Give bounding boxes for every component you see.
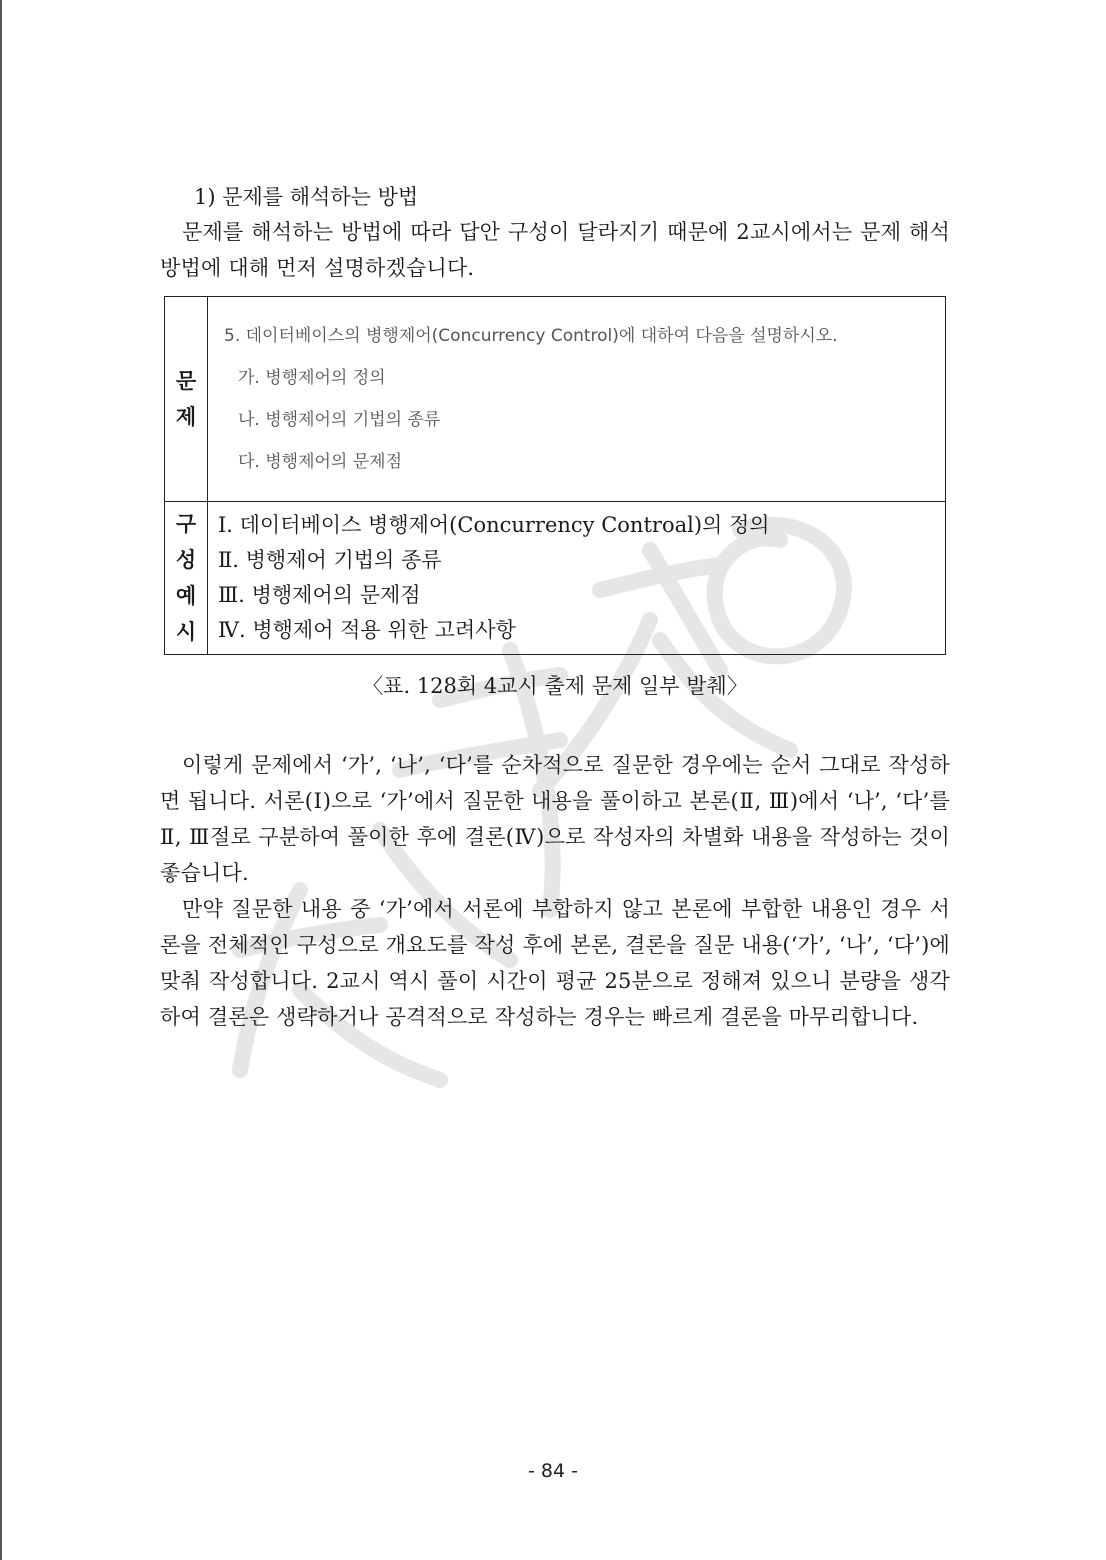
page-content [160,180,950,1035]
page-edge-line [0,0,2,1560]
answer-outline-item: Ⅱ. 병행제어 기법의 종류 [218,548,442,572]
body-paragraph: 만약 질문한 내용 중 ‘가’에서 서론에 부합하지 않고 본론에 부합한 내용인 경우 서론을 전체적인 구성으로 개요도를 작성 후에 본론, 결론을 질문 내용(‘가’, ‘나’, ‘다’)에 맞춰 작성합니다. 2교시 역시 풀이 시간이 평균 25분으로 정해져 있으니 분량을 생각하여 결론은 생략하거나 공격적으로 작성하는 경우는 빠르게 결론을 마무리합니다. [160,897,950,1029]
body-paragraph: 이렇게 문제에서 ‘가’, ‘나’, ‘다’를 순차적으로 질문한 경우에는 순서 그대로 작성하면 됩니다. 서론(Ⅰ)으로 ‘가’에서 질문한 내용을 풀이하고 본론(Ⅱ, Ⅲ)에서 ‘나’, ‘다’를 Ⅱ, Ⅲ절로 구분하여 풀이한 후에 결론(Ⅳ)으로 작성자의 차별화 내용을 작성하는 것이 좋습니다. [160,753,950,885]
answer-label-char: 성 [175,548,197,572]
question-row [165,297,946,502]
answer-content-cell [208,502,946,655]
answer-row [165,502,946,655]
answer-label-char: 시 [175,620,197,644]
question-label-char: 문 [175,369,197,393]
question-item: 나. 병행제어의 기법의 종류 [238,410,441,430]
answer-outline-item: Ⅳ. 병행제어 적용 위한 고려사항 [218,618,516,642]
question-item: 다. 병행제어의 문제점 [238,452,403,472]
answer-label-char: 구 [175,512,197,536]
answer-outline-item: Ⅲ. 병행제어의 문제점 [218,583,421,607]
question-label-char: 제 [175,405,197,429]
section-heading: 1) 문제를 해석하는 방법 [194,185,419,209]
question-item: 가. 병행제어의 정의 [238,368,386,388]
question-label-cell [165,297,208,502]
question-content-cell [208,297,946,502]
exam-question-table [164,296,946,655]
answer-outline-item: Ⅰ. 데이터베이스 병행제어(Concurrency Controal)의 정의 [218,513,770,537]
intro-paragraph: 문제를 해석하는 방법에 따라 답안 구성이 달라지기 때문에 2교시에서는 문제 해석 방법에 대해 먼저 설명하겠습니다. [160,220,950,280]
question-stem: 5. 데이터베이스의 병행제어(Concurrency Control)에 대하여 다음을 설명하시오. [224,326,838,346]
table-caption: 〈표. 128회 4교시 출제 문제 일부 발췌〉 [362,674,748,698]
body-text [160,747,950,1035]
answer-label-char: 예 [175,584,197,608]
page-number: - 84 - [528,1460,578,1482]
answer-label-cell [165,502,208,655]
